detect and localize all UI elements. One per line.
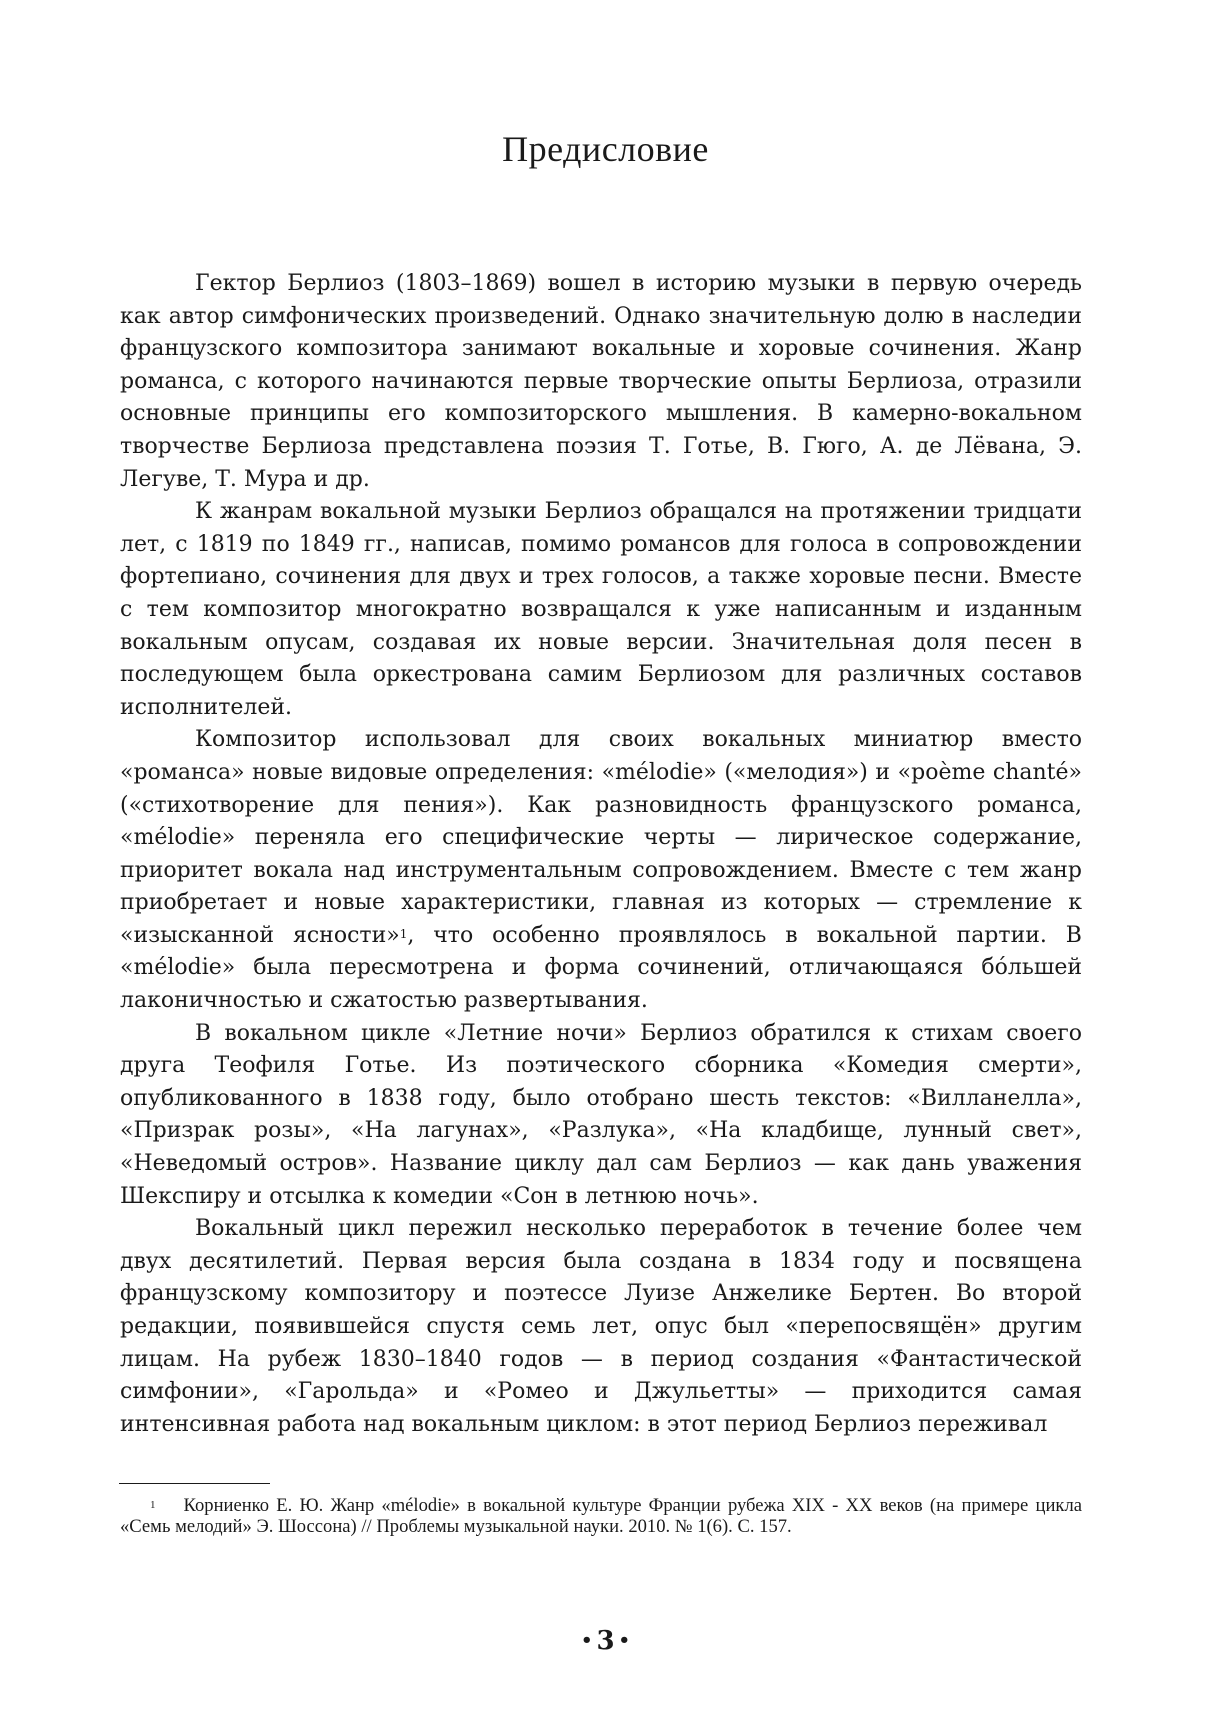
footnote-divider <box>119 1483 270 1484</box>
bullet-right: • <box>618 1629 631 1651</box>
footnote <box>120 1495 1082 1537</box>
paragraph-text: Композитор использовал для своих вокальных миниатюр вместо «романса» новые видовые определения: «mélodie» («мелодия») и «poème chanté» («стихотворение для пения»). Как разновидность французского романса, «mélodie» переняла его специфические черты — лирическое содержание, приоритет вокала над инструментальным сопровождением. Вместе с тем жанр приобретает и новые характеристики, главная из которых — стремление к «изысканной ясности» <box>120 727 1082 948</box>
paragraph: Гектор Берлиоз (1803–1869) вошел в историю музыки в первую очередь как автор симфонических произведений. Однако значительную долю в наследии французского композитора занимают вокальные и хоровые сочинения. Жанр романса, с которого начинаются первые творческие опыты Берлиоза, отразили основные принципы его композиторского мышления. В камерно-вокальном творчестве Берлиоза представлена поэзия Т. Готье, В. Гюго, А. де Лёвана, Э. Легуве, Т. Мура и др. <box>120 271 1082 492</box>
paragraph-text: , что особенно проявлялось в вокальной партии. В «mélodie» была пересмотрена и форма сочинений, отличающаяся бóльшей лаконичностью и сжатостью развертывания. <box>120 922 1082 1014</box>
footnote-mark: 1 <box>150 1499 156 1511</box>
page-number-value: 3 <box>596 1626 615 1656</box>
paragraph: В вокальном цикле «Летние ночи» Берлиоз обратился к стихам своего друга Теофиля Готье. Из поэтического сборника «Комедия смерти», опубликованного в 1838 году, было отобрано шесть текстов: «Вилланелла», «Призрак розы», «На лагунах», «Разлука», «На кладбище, лунный свет», «Неведомый остров». Название циклу дал сам Берлиоз — как дань уважения Шекспиру и отсылка к комедии «Сон в летнюю ночь». <box>120 1020 1082 1209</box>
page-number <box>0 1626 1211 1656</box>
paragraph <box>120 496 1082 724</box>
footnote-text: Корниенко Е. Ю. Жанр «mélodie» в вокальной культуре Франции рубежа XIX - XX веков (на примере цикла «Семь мелодий» Э. Шоссона) // Проблемы музыкальной науки. 2010. № 1(6). С. 157. <box>120 1495 1082 1537</box>
paragraph <box>120 724 1082 1017</box>
page-title: Предисловие <box>502 129 709 169</box>
paragraph: Вокальный цикл пережил несколько переработок в течение более чем двух десятилетий. Первая версия была создана в 1834 году и посвящена французскому композитору и поэтессе Луизе Анжелике Бертен. Во второй редакции, появившейся спустя семь лет, опус был «перепосвящён» другим лицам. На рубеж 1830–1840 годов — в период создания «Фантастической симфонии», «Гарольда» и «Ромео и Джульетты» — приходится самая интенсивная работа над вокальным циклом: в этот период Берлиоз переживал <box>120 1216 1082 1437</box>
body-text <box>120 268 1082 1441</box>
paragraph-text: К жанрам вокальной музыки Берлиоз обращался на протяжении тридцати лет, с 1819 по 1849 гг., написав, помимо романсов для голоса в сопровождении фортепиано, сочинения для двух и трех голосов, а также хоровые песни. Вместе с тем композитор многократно возвращался к уже написанным и изданным вокальным опусам, создавая их новые версии. Значительная доля песен в последующем была оркестрована самим Берлиозом для различных составов исполнителей. <box>120 499 1082 720</box>
footnote-reference[interactable]: 1 <box>399 926 408 941</box>
bullet-left: • <box>580 1629 593 1651</box>
